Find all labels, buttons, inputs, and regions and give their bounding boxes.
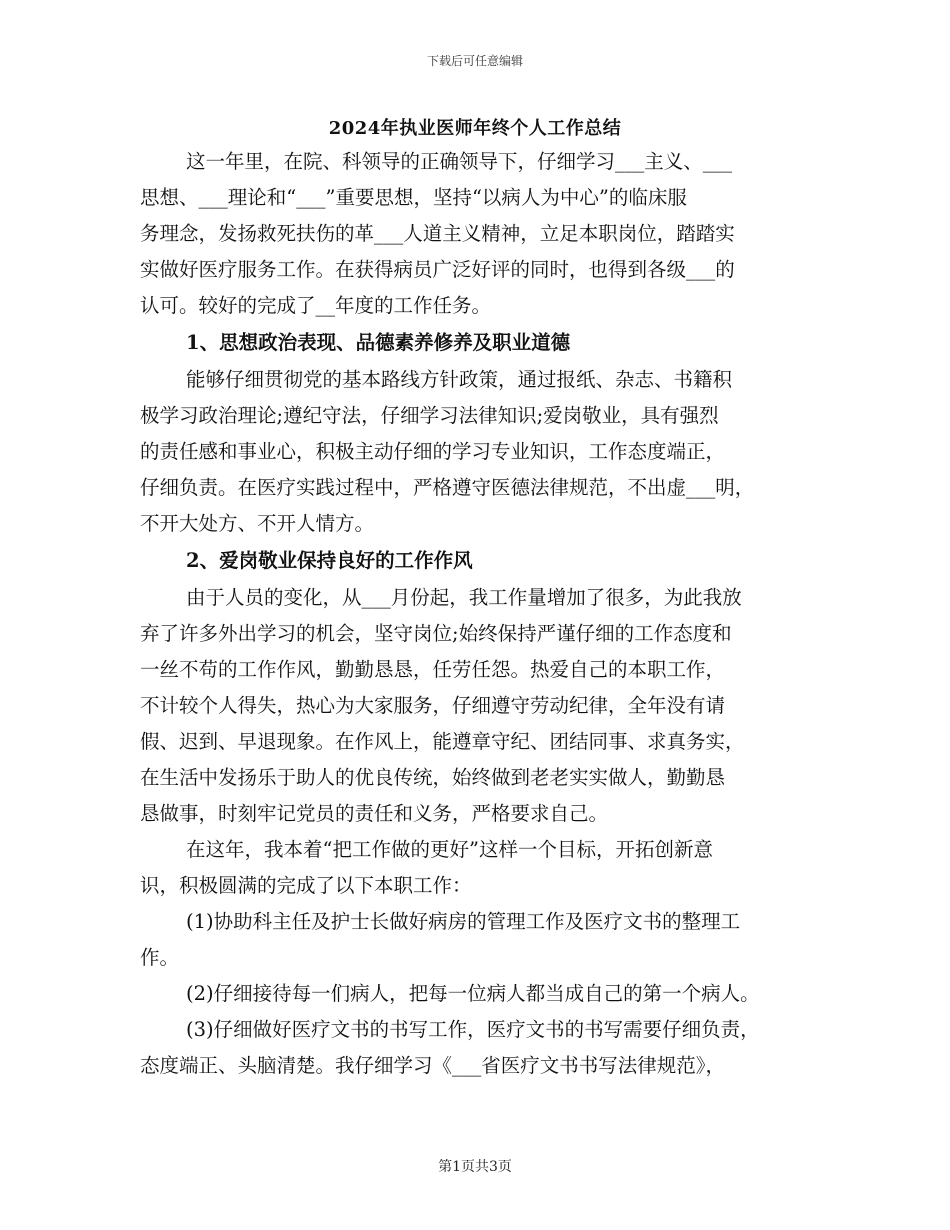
paragraph-line: 这一年里，在院、科领导的正确领导下，仔细学习___主义、___ xyxy=(186,150,733,173)
paragraph-line: (1)协助科主任及护士长做好病房的管理工作及医疗文书的整理工 xyxy=(186,910,741,933)
paragraph-line: 极学习政治理论;遵纪守法，仔细学习法律知识;爱岗敬业，具有强烈 xyxy=(140,404,719,427)
paragraph-line: 识，积极圆满的完成了以下本职工作： xyxy=(140,874,472,897)
paragraph-line: 认可。较好的完成了__年度的工作任务。 xyxy=(140,294,492,317)
paragraph-line: 务理念，发扬救死扶伤的革___人道主义精神，立足本职岗位，踏踏实 xyxy=(140,222,735,245)
paragraph-line: 一丝不苟的工作作风，勤勤恳恳，任劳任怨。热爱自己的本职工作， xyxy=(140,658,726,681)
paragraph-line: (3)仔细做好医疗文书的书写工作，医疗文书的书写需要仔细负责， xyxy=(186,1018,760,1041)
paragraph-line: 不计较个人得失，热心为大家服务，仔细遵守劳动纪律，全年没有请 xyxy=(140,694,726,717)
section-heading: 1、思想政治表现、品德素养修养及职业道德 xyxy=(186,331,571,354)
section-heading: 2、爱岗敬业保持良好的工作作风 xyxy=(186,549,473,572)
paragraph-line: 弃了许多外出学习的机会，坚守岗位;始终保持严谨仔细的工作态度和 xyxy=(140,622,732,645)
paragraph-line: 作。 xyxy=(140,946,180,969)
paragraph-line: (2)仔细接待每一们病人，把每一位病人都当成自己的第一个病人。 xyxy=(186,982,760,1005)
paragraph-line: 恳做事，时刻牢记党员的责任和义务，严格要求自己。 xyxy=(140,802,609,825)
paragraph-line: 由于人员的变化，从___月份起，我工作量增加了很多，为此我放 xyxy=(186,586,742,609)
page-footer: 第1页共3页 xyxy=(438,1159,512,1175)
paragraph-line: 在这年，我本着“把工作做的更好”这样一个目标，开拓创新意 xyxy=(186,838,713,861)
paragraph-line: 在生活中发扬乐于助人的优良传统，始终做到老老实实做人，勤勤恳 xyxy=(140,766,726,789)
paragraph-line: 的责任感和事业心，积极主动仔细的学习专业知识，工作态度端正， xyxy=(140,440,726,463)
document-title: 2024年执业医师年终个人工作总结 xyxy=(328,118,622,139)
paragraph-line: 思想、___理论和“___”重要思想，坚持“以病人为中心”的临床服 xyxy=(140,186,687,209)
paragraph-line: 不开大处方、不开人情方。 xyxy=(140,512,375,535)
paragraph-line: 假、迟到、早退现象。在作风上，能遵章守纪、团结同事、求真务实， xyxy=(140,730,745,753)
page-header: 下载后可任意编辑 xyxy=(426,54,523,68)
paragraph-line: 仔细负责。在医疗实践过程中，严格遵守医德法律规范，不出虚___明， xyxy=(140,476,755,499)
paragraph-line: 态度端正、头脑清楚。我仔细学习《___省医疗文书书写法律规范》， xyxy=(140,1054,726,1077)
document-body xyxy=(140,144,820,1084)
paragraph-line: 能够仔细贯彻党的基本路线方针政策，通过报纸、杂志、书籍积 xyxy=(186,368,733,391)
paragraph-line: 实做好医疗服务工作。在获得病员广泛好评的同时，也得到各级___的 xyxy=(140,258,735,281)
